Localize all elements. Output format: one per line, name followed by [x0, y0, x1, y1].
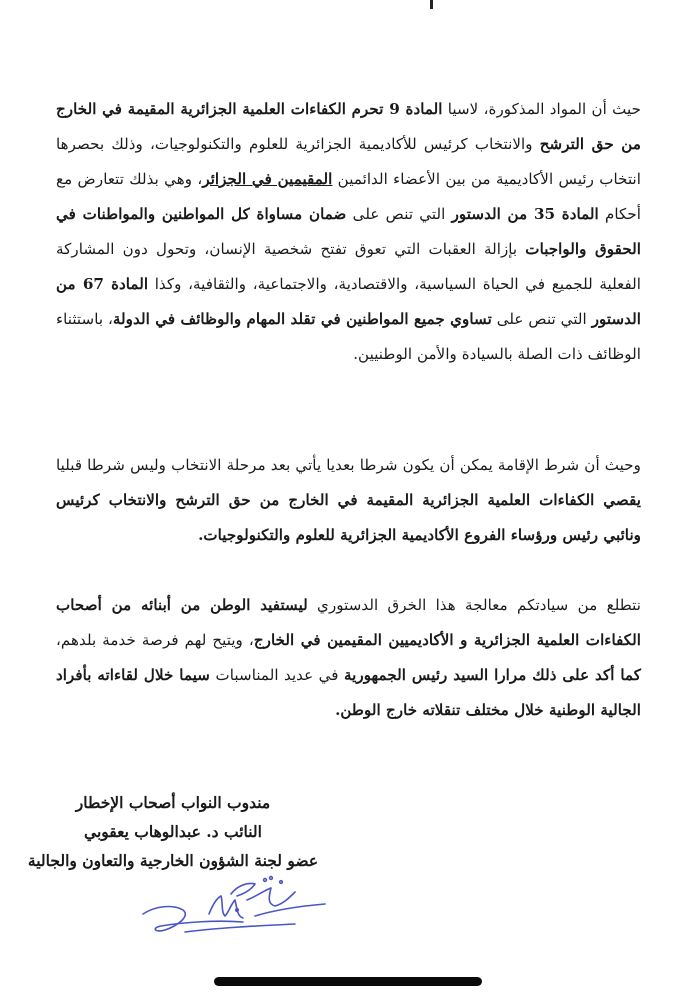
paragraph-request — [56, 588, 641, 728]
signature-block — [23, 788, 323, 875]
paragraph-constitutional-articles — [56, 92, 641, 372]
text-run: حيث أن المواد المذكورة، لاسيا — [442, 100, 641, 118]
text-run: التي تنص على — [491, 310, 592, 328]
text-run: ، باستثناء الوظائف ذات الصلة بالسيادة والأمن الوطنيين. — [56, 310, 641, 363]
text-run: نتطلع من سيادتكم معالجة هذا الخرق الدستوري — [307, 596, 641, 614]
text-run: ضمان مساواة كل المواطنين والمواطنات في الحقوق والواجبات — [56, 205, 641, 258]
handwritten-signature — [125, 870, 335, 942]
text-run: وحيث أن شرط الإقامة يمكن أن يكون شرطا بعديا يأتي بعد مرحلة الانتخاب وليس شرطا قبليا — [56, 456, 641, 474]
text-run: بإزالة العقبات التي تعوق تفتح شخصية الإنسان، وتحول دون المشاركة الفعلية للجميع في الحياة السياسية، والاقتصادية، والاجتماعية، والثقافية، وكذا — [56, 240, 642, 293]
text-run: المادة 67 من الدستور — [56, 275, 641, 328]
text-run: في عديد المناسبات — [210, 666, 344, 684]
text-run: ، وهي بذلك تتعارض مع أحكام — [56, 170, 641, 223]
text-run: ، ويتيح لهم فرصة خدمة بلدهم، — [56, 631, 254, 649]
text-run: المقيمين في الجزائر — [202, 170, 333, 188]
text-run: سيما خلال لقاءاته بأفراد الجالية الوطنية خلال مختلف تنقلاته خارج الوطن. — [56, 666, 641, 719]
text-run: المادة 9 تحرم الكفاءات العلمية الجزائرية المقيمة في الخارج من حق الترشح — [56, 100, 641, 153]
text-run: والانتخاب كرئيس للأكاديمية الجزائرية للعلوم والتكنولوجيات، وذلك بحصرها انتخاب رئيس الأكاديمية من بين الأعضاء الدائمين — [56, 135, 641, 188]
top-edge-mark — [430, 0, 433, 9]
committee-membership: عضو لجنة الشؤون الخارجية والتعاون والجالية — [27, 851, 319, 870]
deputy-name: النائب د. عبدالوهاب يعقوبي — [84, 822, 262, 841]
home-indicator-bar[interactable] — [214, 977, 482, 986]
paragraph-residence-condition — [56, 448, 641, 553]
text-run: يقصي الكفاءات العلمية الجزائرية المقيمة في الخارج من حق الترشح والانتخاب كرئيس ونائبي رئيس ورؤساء الفروع الأكاديمية الجزائرية للعلوم والتكنولوجيات. — [56, 491, 641, 544]
text-run: كما أكد على ذلك مرارا السيد رئيس الجمهورية — [344, 666, 641, 684]
text-run: التي تنص على — [346, 205, 452, 223]
text-run: تساوي جميع المواطنين في تقلد المهام والوظائف في الدولة — [112, 310, 492, 328]
text-run: ليستفيد الوطن من أبنائه من أصحاب الكفاءات العلمية الجزائرية و الأكاديميين المقيمين في الخارج — [56, 596, 641, 649]
text-run: المادة 35 من الدستور — [451, 205, 599, 223]
delegate-title: مندوب النواب أصحاب الإخطار — [75, 793, 271, 812]
